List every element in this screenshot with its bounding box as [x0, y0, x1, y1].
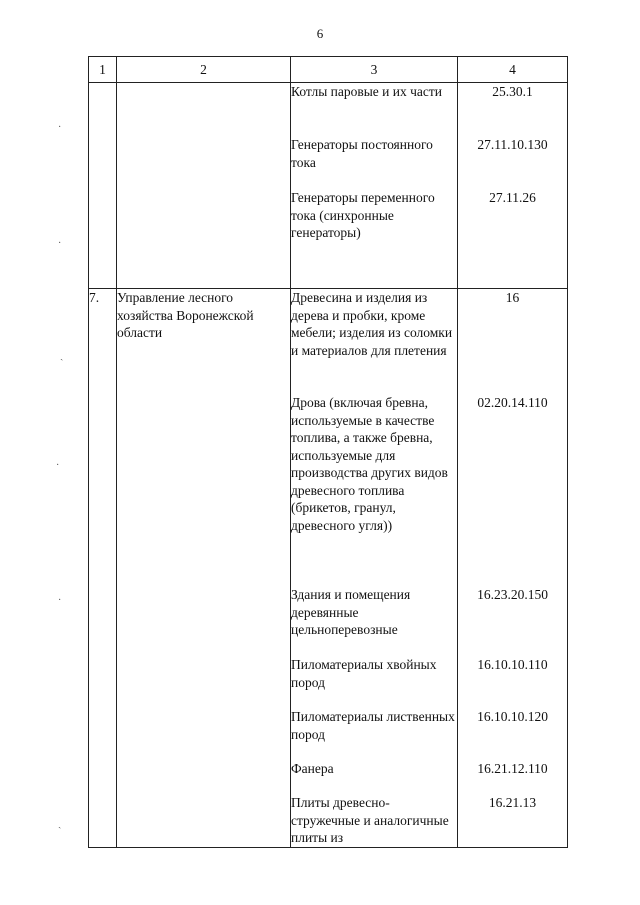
product-name: Котлы паровые и их части [291, 84, 443, 99]
product-name: Пиломатериалы хвойных пород [291, 657, 437, 690]
product-name: Древесина и изделия из дерева и пробки, кроме мебели; изделия из соломки и материалов для плетения [291, 290, 453, 358]
product-codes-cell [458, 289, 568, 848]
row-number [89, 83, 117, 289]
product-names-cell [291, 83, 458, 289]
header-col-3: 3 [291, 57, 458, 83]
scan-speck: ˏ [60, 350, 64, 361]
organization-name: Управление лесного хозяйства Воронежской области [117, 289, 291, 848]
product-code: 16.23.20.150 [477, 587, 548, 602]
table-header-row [89, 57, 568, 83]
header-col-4: 4 [458, 57, 568, 83]
scan-speck: · [58, 595, 62, 606]
table-row [89, 83, 568, 289]
product-code: 16 [505, 290, 520, 305]
header-col-2: 2 [117, 57, 291, 83]
scan-speck: ˏ [58, 818, 62, 829]
product-name: Фанера [291, 761, 334, 776]
product-name: Пиломатериалы лиственных пород [291, 709, 455, 742]
scan-speck: · [56, 460, 60, 471]
product-name: Здания и помещения деревянные цельноперевозные [291, 587, 411, 637]
product-code: 16.21.13 [488, 795, 537, 810]
page-number: 6 [316, 26, 324, 41]
scan-speck: · [58, 122, 62, 133]
scan-speck: · [58, 238, 62, 249]
product-codes-cell [458, 83, 568, 289]
product-code: 02.20.14.110 [477, 395, 548, 410]
product-code: 27.11.26 [489, 190, 536, 205]
product-name: Генераторы постоянного тока [291, 137, 433, 170]
product-names-cell [291, 289, 458, 848]
product-code: 16.21.12.110 [477, 761, 548, 776]
product-name: Дрова (включая бревна, используемые в качестве топлива, а также бревна, используемые для производства других видов древесного топлива (брикетов, гранул, древесного угля)) [291, 395, 448, 533]
products-table [88, 56, 568, 848]
row-number: 7. [89, 289, 117, 848]
header-col-1: 1 [89, 57, 117, 83]
product-name: Плиты древесно-стружечные и аналогичные плиты из [291, 795, 449, 845]
product-code: 25.30.1 [492, 84, 533, 99]
organization-name [117, 83, 291, 289]
product-code: 16.10.10.110 [477, 657, 548, 672]
product-code: 16.10.10.120 [477, 709, 548, 724]
product-code: 27.11.10.130 [477, 137, 548, 152]
product-name: Генераторы переменного тока (синхронные генераторы) [291, 190, 435, 240]
table-row [89, 289, 568, 848]
